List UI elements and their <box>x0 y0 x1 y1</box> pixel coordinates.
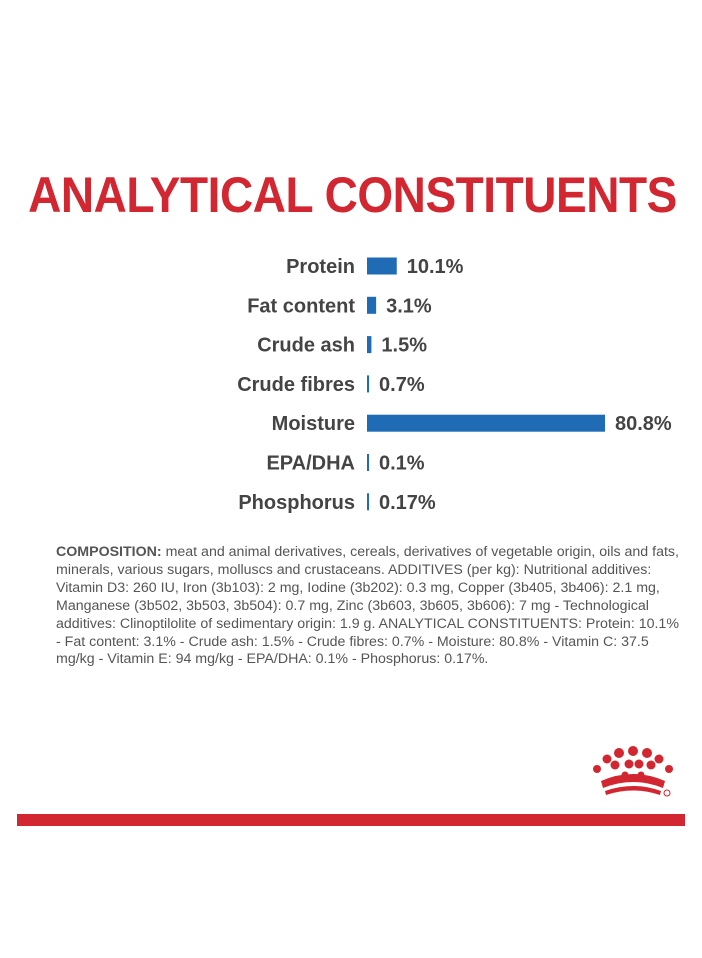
value-label-phosphorus: 0.17% <box>379 491 436 514</box>
composition-body: meat and animal derivatives, cereals, derivatives of vegetable origin, oils and fats, minerals, various sugars, molluscs and crustaceans. ADDITIVES (per kg): Nutritional additives: Vitamin D3: 260 IU, Iron (3b103): 2 mg, Iodine (3b202): 0.3 mg, Copper (3b405, 3b406): 2.1 mg, Manganese (3b502, 3b503, 3b504): 0.7 mg, Zinc (3b603, 3b605, 3b606): 7 mg - Technological additives: Clinoptilolite of sedimentary origin: 1.9 g. ANALYTICAL CONSTITUENTS: Protein: 10.1% - Fat content: 3.1% - Crude ash: 1.5% - Crude fibres: 0.7% - Moisture: 80.8% - Vitamin C: 37.5 mg/kg - Vitamin E: 94 mg/kg - EPA/DHA: 0.1% - Phosphorus: 0.17%. <box>56 544 679 668</box>
bar-phosphorus <box>367 493 369 510</box>
value-label-crude-fibres: 0.7% <box>379 373 425 396</box>
value-label-crude-ash: 1.5% <box>381 334 428 357</box>
bar-moisture <box>367 415 605 432</box>
composition-text <box>56 544 686 669</box>
bar-fat-content <box>367 297 376 314</box>
value-label-epa-dha: 0.1% <box>379 452 425 475</box>
bar-crude-ash <box>367 336 371 353</box>
bar-protein <box>367 258 397 275</box>
value-label-fat-content: 3.1% <box>386 295 432 318</box>
chart-title: ANALYTICAL CONSTITUENTS <box>28 167 677 223</box>
category-label-protein: Protein <box>286 256 355 278</box>
category-label-moisture: Moisture <box>271 413 355 436</box>
value-label-moisture: 80.8% <box>615 413 672 436</box>
category-label-epa-dha: EPA/DHA <box>266 452 355 475</box>
category-label-fat-content: Fat content <box>247 295 355 318</box>
crown-icon <box>585 745 681 801</box>
analytical-constituents-chart <box>0 240 702 520</box>
bottom-red-rule <box>17 814 685 826</box>
bar-crude-fibres <box>367 375 369 392</box>
category-label-crude-ash: Crude ash <box>257 334 355 357</box>
category-label-crude-fibres: Crude fibres <box>237 373 355 396</box>
value-label-protein: 10.1% <box>406 256 464 278</box>
category-label-phosphorus: Phosphorus <box>238 491 355 514</box>
composition-heading: COMPOSITION: <box>56 544 162 560</box>
bar-epa-dha <box>367 454 369 471</box>
